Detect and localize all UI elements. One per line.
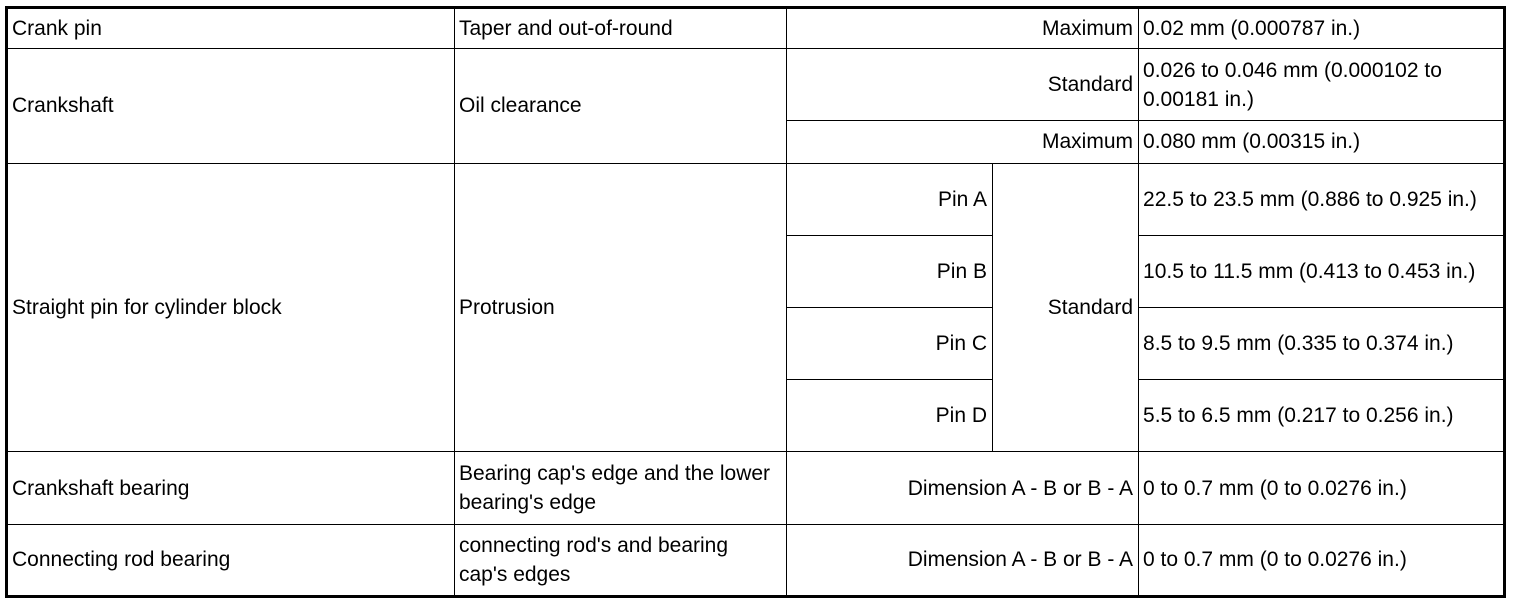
value-cell: 0.02 mm (0.000787 in.) — [1139, 8, 1505, 49]
item-cell: Crank pin — [7, 8, 455, 49]
item-cell: Crankshaft bearing — [7, 452, 455, 524]
criteria-label-cell: Dimension A - B or B - A — [787, 452, 1139, 524]
criteria-label-cell: Maximum — [787, 8, 1139, 49]
table-row — [7, 524, 1505, 596]
check-cell: Taper and out-of-round — [455, 8, 787, 49]
value-cell: 8.5 to 9.5 mm (0.335 to 0.374 in.) — [1139, 307, 1505, 379]
check-cell: Bearing cap's edge and the lower bearing's edge — [455, 452, 787, 524]
pin-label-cell: Pin A — [787, 163, 993, 235]
criteria-label-cell: Dimension A - B or B - A — [787, 524, 1139, 596]
value-cell: 0.080 mm (0.00315 in.) — [1139, 121, 1505, 163]
criteria-label-cell: Maximum — [787, 121, 1139, 163]
check-cell: connecting rod's and bearing cap's edges — [455, 524, 787, 596]
specification-table — [5, 6, 1506, 598]
criteria-label-cell: Standard — [993, 163, 1139, 452]
table-row — [7, 163, 1505, 235]
value-cell: 0 to 0.7 mm (0 to 0.0276 in.) — [1139, 524, 1505, 596]
value-cell: 0.026 to 0.046 mm (0.000102 to 0.00181 in.) — [1139, 49, 1505, 121]
item-cell: Connecting rod bearing — [7, 524, 455, 596]
value-cell: 5.5 to 6.5 mm (0.217 to 0.256 in.) — [1139, 380, 1505, 452]
pin-label-cell: Pin B — [787, 235, 993, 307]
table-row — [7, 49, 1505, 121]
pin-label-cell: Pin D — [787, 380, 993, 452]
table-row — [7, 452, 1505, 524]
value-cell: 0 to 0.7 mm (0 to 0.0276 in.) — [1139, 452, 1505, 524]
item-cell: Crankshaft — [7, 49, 455, 163]
check-cell: Oil clearance — [455, 49, 787, 163]
table-row — [7, 8, 1505, 49]
item-cell: Straight pin for cylinder block — [7, 163, 455, 452]
check-cell: Protrusion — [455, 163, 787, 452]
value-cell: 22.5 to 23.5 mm (0.886 to 0.925 in.) — [1139, 163, 1505, 235]
criteria-label-cell: Standard — [787, 49, 1139, 121]
value-cell: 10.5 to 11.5 mm (0.413 to 0.453 in.) — [1139, 235, 1505, 307]
pin-label-cell: Pin C — [787, 307, 993, 379]
